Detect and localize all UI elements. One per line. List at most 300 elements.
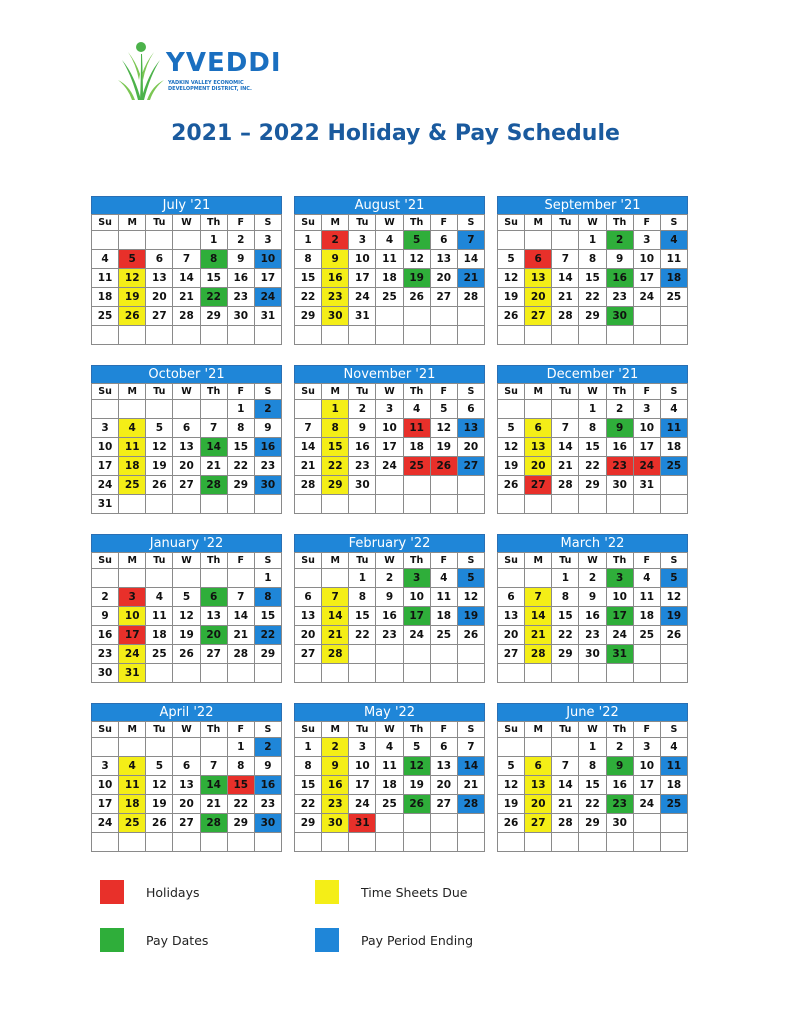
- day-cell: 5: [660, 569, 687, 588]
- day-cell: 24: [92, 476, 119, 495]
- empty-cell: [227, 495, 254, 514]
- day-cell: 19: [119, 288, 146, 307]
- empty-cell: [606, 664, 633, 683]
- weekday-header: Tu: [146, 384, 173, 400]
- empty-cell: [146, 833, 173, 852]
- day-cell: 8: [295, 757, 322, 776]
- weekday-header: M: [119, 215, 146, 231]
- empty-cell: [633, 664, 660, 683]
- legend-label-timesheets: Time Sheets Due: [361, 884, 468, 900]
- day-cell: 10: [633, 419, 660, 438]
- weekday-header: Su: [295, 384, 322, 400]
- day-cell: 23: [579, 626, 606, 645]
- weekday-header: M: [322, 553, 349, 569]
- day-cell: 20: [173, 457, 200, 476]
- day-cell: 2: [227, 231, 254, 250]
- day-cell: 8: [322, 419, 349, 438]
- day-cell: 27: [173, 814, 200, 833]
- paydate-swatch: [100, 928, 124, 952]
- weekday-header: F: [633, 553, 660, 569]
- empty-cell: [525, 569, 552, 588]
- empty-cell: [430, 495, 457, 514]
- logo-name: YVEDDI: [166, 48, 282, 78]
- weekday-header: Su: [498, 215, 525, 231]
- empty-cell: [525, 231, 552, 250]
- empty-cell: [173, 664, 200, 683]
- day-cell: 14: [552, 776, 579, 795]
- empty-cell: [349, 645, 376, 664]
- weekday-header: Su: [92, 553, 119, 569]
- day-cell: 8: [579, 757, 606, 776]
- day-cell: 18: [376, 776, 403, 795]
- day-cell: 7: [552, 419, 579, 438]
- day-cell: 30: [92, 664, 119, 683]
- day-cell: 30: [606, 814, 633, 833]
- day-cell: 14: [457, 757, 484, 776]
- empty-cell: [254, 326, 281, 345]
- day-cell: 15: [295, 269, 322, 288]
- day-cell: 20: [146, 288, 173, 307]
- day-cell: 19: [498, 288, 525, 307]
- day-cell: 5: [498, 250, 525, 269]
- day-cell: 29: [552, 645, 579, 664]
- day-cell: 15: [552, 607, 579, 626]
- day-cell: 26: [660, 626, 687, 645]
- empty-cell: [92, 569, 119, 588]
- empty-cell: [173, 231, 200, 250]
- day-cell: 6: [525, 250, 552, 269]
- day-cell: 18: [430, 607, 457, 626]
- empty-cell: [146, 400, 173, 419]
- day-cell: 18: [119, 457, 146, 476]
- month-title: June '22: [497, 703, 688, 721]
- day-cell: 25: [660, 457, 687, 476]
- day-cell: 8: [254, 588, 281, 607]
- empty-cell: [119, 738, 146, 757]
- day-cell: 18: [92, 288, 119, 307]
- empty-cell: [200, 495, 227, 514]
- legend-item-payperiod: [315, 928, 473, 952]
- day-cell: 23: [349, 457, 376, 476]
- empty-cell: [119, 833, 146, 852]
- empty-cell: [254, 495, 281, 514]
- weekday-header: M: [119, 722, 146, 738]
- day-cell: 25: [92, 307, 119, 326]
- day-cell: 27: [146, 307, 173, 326]
- day-cell: 17: [403, 607, 430, 626]
- day-cell: 6: [173, 757, 200, 776]
- day-cell: 27: [498, 645, 525, 664]
- empty-cell: [660, 814, 687, 833]
- empty-cell: [498, 833, 525, 852]
- month-calendar: [91, 196, 282, 345]
- empty-cell: [498, 400, 525, 419]
- month-table: [497, 552, 688, 683]
- empty-cell: [660, 664, 687, 683]
- day-cell: 4: [403, 400, 430, 419]
- day-cell: 12: [498, 438, 525, 457]
- day-cell: 19: [403, 776, 430, 795]
- day-cell: 15: [349, 607, 376, 626]
- empty-cell: [430, 814, 457, 833]
- empty-cell: [173, 495, 200, 514]
- weekday-header: Su: [498, 722, 525, 738]
- empty-cell: [200, 400, 227, 419]
- day-cell: 22: [295, 288, 322, 307]
- empty-cell: [349, 664, 376, 683]
- day-cell: 25: [660, 795, 687, 814]
- weekday-header: S: [254, 384, 281, 400]
- empty-cell: [376, 495, 403, 514]
- empty-cell: [376, 814, 403, 833]
- day-cell: 20: [295, 626, 322, 645]
- day-cell: 11: [660, 757, 687, 776]
- weekday-header: W: [173, 215, 200, 231]
- day-cell: 17: [376, 438, 403, 457]
- weekday-header: W: [173, 722, 200, 738]
- weekday-header: Tu: [552, 722, 579, 738]
- day-cell: 6: [146, 250, 173, 269]
- day-cell: 13: [430, 250, 457, 269]
- day-cell: 4: [146, 588, 173, 607]
- empty-cell: [430, 476, 457, 495]
- day-cell: 9: [349, 419, 376, 438]
- empty-cell: [633, 326, 660, 345]
- day-cell: 28: [552, 307, 579, 326]
- day-cell: 5: [146, 757, 173, 776]
- empty-cell: [660, 307, 687, 326]
- empty-cell: [295, 664, 322, 683]
- day-cell: 16: [606, 269, 633, 288]
- day-cell: 24: [349, 795, 376, 814]
- day-cell: 23: [227, 288, 254, 307]
- day-cell: 25: [119, 476, 146, 495]
- day-cell: 29: [295, 307, 322, 326]
- day-cell: 9: [606, 419, 633, 438]
- day-cell: 12: [146, 776, 173, 795]
- day-cell: 2: [322, 231, 349, 250]
- day-cell: 1: [200, 231, 227, 250]
- day-cell: 10: [92, 438, 119, 457]
- empty-cell: [146, 738, 173, 757]
- empty-cell: [430, 833, 457, 852]
- empty-cell: [376, 833, 403, 852]
- day-cell: 18: [146, 626, 173, 645]
- day-cell: 10: [403, 588, 430, 607]
- weekday-header: S: [254, 553, 281, 569]
- day-cell: 1: [552, 569, 579, 588]
- month-title: October '21: [91, 365, 282, 383]
- weekday-header: Tu: [552, 215, 579, 231]
- day-cell: 25: [430, 626, 457, 645]
- empty-cell: [322, 833, 349, 852]
- month-calendar: [294, 703, 485, 852]
- day-cell: 17: [606, 607, 633, 626]
- day-cell: 5: [430, 400, 457, 419]
- day-cell: 22: [322, 457, 349, 476]
- empty-cell: [146, 664, 173, 683]
- weekday-header: Su: [295, 215, 322, 231]
- day-cell: 10: [606, 588, 633, 607]
- day-cell: 26: [119, 307, 146, 326]
- calendar-grid: [91, 196, 688, 852]
- weekday-header: W: [579, 553, 606, 569]
- weekday-header: S: [660, 384, 687, 400]
- day-cell: 10: [92, 776, 119, 795]
- empty-cell: [457, 307, 484, 326]
- day-cell: 1: [254, 569, 281, 588]
- empty-cell: [295, 569, 322, 588]
- day-cell: 17: [119, 626, 146, 645]
- weekday-header: M: [322, 722, 349, 738]
- day-cell: 31: [119, 664, 146, 683]
- day-cell: 22: [579, 288, 606, 307]
- logo-subtitle: [168, 80, 268, 92]
- day-cell: 3: [606, 569, 633, 588]
- day-cell: 31: [606, 645, 633, 664]
- day-cell: 28: [457, 795, 484, 814]
- day-cell: 28: [322, 645, 349, 664]
- day-cell: 29: [254, 645, 281, 664]
- day-cell: 29: [227, 814, 254, 833]
- day-cell: 6: [525, 757, 552, 776]
- weekday-header: F: [633, 722, 660, 738]
- day-cell: 20: [457, 438, 484, 457]
- empty-cell: [173, 569, 200, 588]
- day-cell: 10: [349, 250, 376, 269]
- empty-cell: [295, 400, 322, 419]
- day-cell: 26: [498, 814, 525, 833]
- empty-cell: [349, 833, 376, 852]
- empty-cell: [579, 833, 606, 852]
- empty-cell: [525, 326, 552, 345]
- day-cell: 19: [498, 457, 525, 476]
- day-cell: 22: [295, 795, 322, 814]
- day-cell: 28: [457, 288, 484, 307]
- page-title: 2021 – 2022 Holiday & Pay Schedule: [171, 121, 620, 146]
- weekday-header: S: [660, 215, 687, 231]
- day-cell: 15: [295, 776, 322, 795]
- weekday-header: Th: [403, 384, 430, 400]
- day-cell: 8: [200, 250, 227, 269]
- empty-cell: [457, 664, 484, 683]
- day-cell: 9: [579, 588, 606, 607]
- month-table: [91, 552, 282, 683]
- weekday-header: S: [457, 722, 484, 738]
- day-cell: 17: [633, 269, 660, 288]
- day-cell: 20: [525, 288, 552, 307]
- day-cell: 4: [633, 569, 660, 588]
- day-cell: 28: [295, 476, 322, 495]
- empty-cell: [430, 326, 457, 345]
- day-cell: 1: [349, 569, 376, 588]
- day-cell: 27: [525, 814, 552, 833]
- day-cell: 14: [457, 250, 484, 269]
- day-cell: 20: [525, 795, 552, 814]
- day-cell: 27: [200, 645, 227, 664]
- day-cell: 2: [349, 400, 376, 419]
- empty-cell: [552, 738, 579, 757]
- empty-cell: [349, 495, 376, 514]
- day-cell: 13: [498, 607, 525, 626]
- day-cell: 3: [633, 400, 660, 419]
- day-cell: 17: [92, 795, 119, 814]
- day-cell: 5: [457, 569, 484, 588]
- day-cell: 9: [322, 757, 349, 776]
- empty-cell: [349, 326, 376, 345]
- day-cell: 12: [660, 588, 687, 607]
- day-cell: 21: [552, 457, 579, 476]
- empty-cell: [633, 307, 660, 326]
- empty-cell: [376, 645, 403, 664]
- day-cell: 4: [430, 569, 457, 588]
- empty-cell: [498, 664, 525, 683]
- day-cell: 13: [525, 438, 552, 457]
- day-cell: 21: [322, 626, 349, 645]
- empty-cell: [295, 495, 322, 514]
- empty-cell: [430, 645, 457, 664]
- day-cell: 16: [349, 438, 376, 457]
- empty-cell: [579, 495, 606, 514]
- day-cell: 12: [498, 776, 525, 795]
- day-cell: 28: [200, 814, 227, 833]
- weekday-header: F: [227, 384, 254, 400]
- day-cell: 22: [227, 795, 254, 814]
- day-cell: 31: [349, 814, 376, 833]
- month-title: May '22: [294, 703, 485, 721]
- weekday-header: Tu: [146, 215, 173, 231]
- empty-cell: [457, 645, 484, 664]
- weekday-header: Tu: [552, 553, 579, 569]
- day-cell: 20: [525, 457, 552, 476]
- month-title: September '21: [497, 196, 688, 214]
- day-cell: 17: [633, 776, 660, 795]
- day-cell: 6: [430, 738, 457, 757]
- day-cell: 28: [525, 645, 552, 664]
- day-cell: 31: [92, 495, 119, 514]
- day-cell: 3: [254, 231, 281, 250]
- day-cell: 20: [200, 626, 227, 645]
- month-title: August '21: [294, 196, 485, 214]
- day-cell: 24: [633, 457, 660, 476]
- day-cell: 7: [552, 757, 579, 776]
- day-cell: 13: [200, 607, 227, 626]
- empty-cell: [403, 833, 430, 852]
- weekday-header: W: [579, 384, 606, 400]
- day-cell: 2: [606, 231, 633, 250]
- day-cell: 12: [173, 607, 200, 626]
- day-cell: 9: [254, 757, 281, 776]
- day-cell: 14: [295, 438, 322, 457]
- empty-cell: [227, 664, 254, 683]
- day-cell: 16: [322, 269, 349, 288]
- day-cell: 11: [430, 588, 457, 607]
- day-cell: 19: [403, 269, 430, 288]
- weekday-header: Su: [92, 384, 119, 400]
- empty-cell: [92, 326, 119, 345]
- day-cell: 30: [349, 476, 376, 495]
- day-cell: 12: [430, 419, 457, 438]
- legend-label-holidays: Holidays: [146, 884, 200, 900]
- day-cell: 28: [227, 645, 254, 664]
- empty-cell: [457, 326, 484, 345]
- empty-cell: [552, 664, 579, 683]
- weekday-header: Th: [200, 215, 227, 231]
- empty-cell: [660, 645, 687, 664]
- day-cell: 20: [173, 795, 200, 814]
- weekday-header: Su: [295, 553, 322, 569]
- day-cell: 11: [633, 588, 660, 607]
- month-title: July '21: [91, 196, 282, 214]
- day-cell: 15: [579, 438, 606, 457]
- day-cell: 18: [660, 438, 687, 457]
- day-cell: 26: [403, 288, 430, 307]
- day-cell: 11: [92, 269, 119, 288]
- empty-cell: [633, 495, 660, 514]
- day-cell: 21: [200, 457, 227, 476]
- day-cell: 14: [552, 438, 579, 457]
- day-cell: 21: [457, 269, 484, 288]
- day-cell: 4: [119, 419, 146, 438]
- month-title: January '22: [91, 534, 282, 552]
- legend: [100, 880, 700, 970]
- day-cell: 26: [146, 476, 173, 495]
- day-cell: 3: [349, 231, 376, 250]
- weekday-header: F: [227, 722, 254, 738]
- day-cell: 4: [376, 231, 403, 250]
- day-cell: 28: [552, 814, 579, 833]
- day-cell: 24: [119, 645, 146, 664]
- day-cell: 3: [633, 231, 660, 250]
- day-cell: 11: [119, 776, 146, 795]
- weekday-header: W: [376, 553, 403, 569]
- day-cell: 18: [403, 438, 430, 457]
- day-cell: 3: [92, 419, 119, 438]
- weekday-header: Tu: [349, 553, 376, 569]
- day-cell: 18: [119, 795, 146, 814]
- weekday-header: Su: [498, 384, 525, 400]
- empty-cell: [660, 326, 687, 345]
- empty-cell: [525, 833, 552, 852]
- day-cell: 3: [376, 400, 403, 419]
- month-calendar: [91, 365, 282, 514]
- empty-cell: [633, 645, 660, 664]
- empty-cell: [376, 476, 403, 495]
- empty-cell: [579, 664, 606, 683]
- day-cell: 23: [322, 795, 349, 814]
- empty-cell: [525, 495, 552, 514]
- weekday-header: Th: [606, 553, 633, 569]
- day-cell: 27: [430, 795, 457, 814]
- day-cell: 29: [295, 814, 322, 833]
- timesheet-swatch: [315, 880, 339, 904]
- day-cell: 2: [254, 400, 281, 419]
- weekday-header: M: [525, 384, 552, 400]
- empty-cell: [403, 814, 430, 833]
- day-cell: 11: [119, 438, 146, 457]
- day-cell: 13: [457, 419, 484, 438]
- empty-cell: [606, 833, 633, 852]
- month-title: February '22: [294, 534, 485, 552]
- day-cell: 26: [498, 307, 525, 326]
- day-cell: 1: [227, 400, 254, 419]
- day-cell: 27: [295, 645, 322, 664]
- weekday-header: F: [227, 553, 254, 569]
- weekday-header: Th: [200, 384, 227, 400]
- weekday-header: Th: [403, 215, 430, 231]
- day-cell: 31: [349, 307, 376, 326]
- weekday-header: Su: [92, 215, 119, 231]
